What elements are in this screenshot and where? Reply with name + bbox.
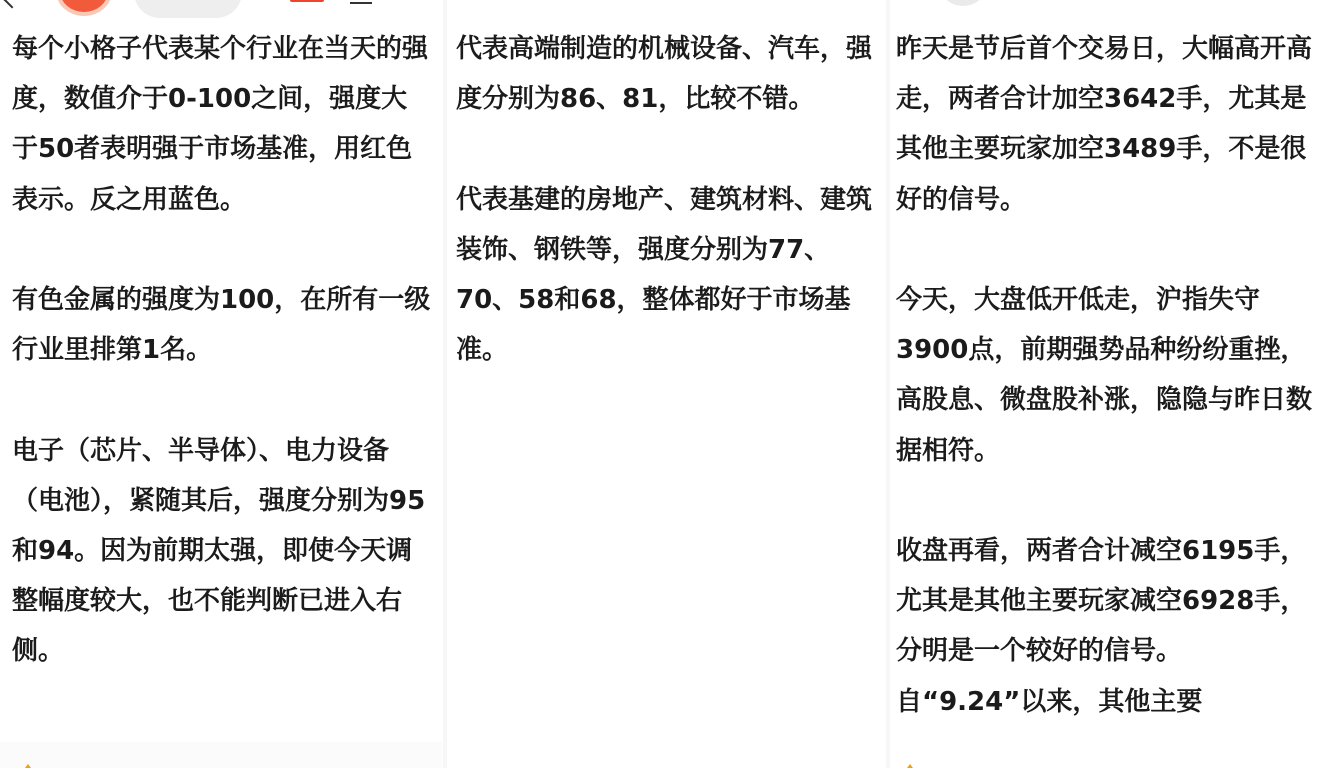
avatar[interactable] [56, 0, 112, 16]
paragraph: 收盘再看，两者合计减空6195手，尤其是其他主要玩家减空6928手，分明是一个较好的信号。自“9.24”以来，其他主要 [896, 536, 1307, 717]
top-header-fragment [890, 0, 1340, 18]
paragraph: 代表基建的房地产、建筑材料、建筑装饰、钢铁等，强度分别为77、70、58和68，整体都好于市场基准。 [456, 184, 873, 366]
brand-mark-icon [290, 0, 324, 2]
article-body [456, 24, 878, 375]
follow-pill-button[interactable] [134, 0, 242, 18]
crown-icon [904, 764, 916, 768]
crown-icon [22, 764, 34, 768]
menu-mark-icon[interactable] [350, 0, 372, 4]
article-body [896, 24, 1324, 727]
article-column-2 [447, 0, 885, 768]
bottom-toolbar-fragment [890, 742, 1340, 768]
avatar[interactable] [940, 0, 986, 6]
article-body [12, 24, 432, 677]
paragraph: 今天，大盘低开低走，沪指失守3900点，前期强势品种纷纷重挫，高股息、微盘股补涨，隐隐与昨日数据相符。 [896, 285, 1313, 466]
paragraph: 代表高端制造的机械设备、汽车，强度分别为86、81，比较不错。 [456, 34, 873, 115]
top-header-fragment [0, 0, 442, 18]
paragraph: 有色金属的强度为100，在所有一级行业里排第1名。 [12, 285, 431, 366]
chevron-left-icon[interactable] [4, 0, 21, 8]
article-column-3 [890, 0, 1340, 768]
paragraph: 每个小格子代表某个行业在当天的强度，数值介于0-100之间，强度大于50者表明强于市场基准，用红色表示。反之用蓝色。 [12, 34, 429, 215]
paragraph: 昨天是节后首个交易日，大幅高开高走，两者合计加空3642手，尤其是其他主要玩家加空3489手，不是很好的信号。 [896, 34, 1313, 215]
paragraph: 电子（芯片、半导体）、电力设备（电池），紧随其后，强度分别为95和94。因为前期太强，即使今天调整幅度较大，也不能判断已进入右侧。 [12, 435, 426, 667]
article-column-1 [0, 0, 442, 768]
bottom-toolbar-fragment [0, 742, 442, 768]
